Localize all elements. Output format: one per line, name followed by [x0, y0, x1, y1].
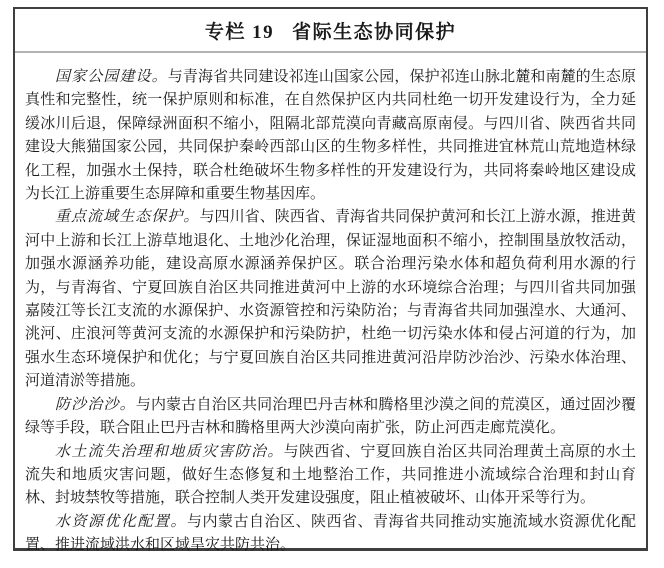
paragraph-lead: 水资源优化配置。	[55, 513, 187, 530]
column-box	[13, 7, 648, 554]
paragraph-text: 与青海省共同建设祁连山国家公园，保护祁连山脉北麓和南麓的生态原真性和完整性，统一保护原则和标准，在自然保护区内共同杜绝一切开发建设行为，全力延缓冰川后退，保障绿洲面积不缩小，阻隔北部荒漠向青藏高原南侵。与四川省、陕西省共同建设大熊猫国家公园，共同保护秦岭西部山区的生物多样性，共同推进宜林荒山荒地造林绿化工程，加强水土保持，联合杜绝破坏生物多样性的开发建设行为，共同将秦岭地区建设成为长江上游重要生态屏障和重要生物基因库。	[25, 69, 636, 203]
column-title	[205, 17, 456, 44]
paragraph-desertification-control	[25, 394, 636, 441]
column-body	[15, 53, 646, 568]
paragraph-text: 与内蒙古自治区共同治理巴丹吉林和腾格里沙漠之间的荒漠区，通过固沙覆绿等手段，联合阻止巴丹吉林和腾格里两大沙漠向南扩张，防止河西走廊荒漠化。	[25, 396, 636, 437]
column-number-label: 专栏 19	[204, 21, 275, 43]
paragraph-text: 与四川省、陕西省、青海省共同保护黄河和长江上游水源，推进黄河中上游和长江上游草地退化、土地沙化治理，保证湿地面积不缩小，控制围垦放牧活动，加强水源涵养功能，建设高原水源涵养保护区。联合治理污染水体和超负荷利用水源的行为，与青海省、宁夏回族自治区共同推进黄河中上游的水环境综合治理；与四川省共同加强嘉陵江等长江支流的水源保护、水资源管控和污染防治；与青海省共同加强湟水、大通河、洮河、庄浪河等黄河支流的水源保护和污染防护，杜绝一切污染水体和侵占河道的行为，加强水生态环境保护和优化；与宁夏回族自治区共同推进黄河沿岸防沙治沙、污染水体治理、河道清淤等措施。	[25, 209, 636, 390]
paragraph-lead: 水土流失治理和地质灾害防治。	[55, 443, 284, 460]
paragraph-text: 与陕西省、宁夏回族自治区共同治理黄土高原的水土流失和地质灾害问题，做好生态修复和土地整治工作，共同推进小流域综合治理和封山育林、封坡禁牧等措施，联合控制人类开发建设强度，阻止植被破坏、山体开采等行为。	[25, 443, 636, 507]
paragraph-text: 与内蒙古自治区、陕西省、青海省共同推动实施流域水资源优化配置、推进流域洪水和区域旱灾共防共治。	[25, 513, 636, 554]
paragraph-lead: 防沙治沙。	[55, 396, 136, 413]
paragraph-water-resource-allocation	[25, 511, 636, 558]
paragraph-lead: 重点流域生态保护。	[55, 209, 200, 226]
column-title-text: 省际生态协同保护	[292, 21, 457, 43]
paragraph-national-parks	[25, 66, 636, 206]
column-header	[15, 9, 646, 53]
paragraph-key-basin-ecology	[25, 206, 636, 393]
paragraph-soil-erosion-geohazards	[25, 441, 636, 511]
paragraph-lead: 国家公园建设。	[55, 69, 168, 85]
